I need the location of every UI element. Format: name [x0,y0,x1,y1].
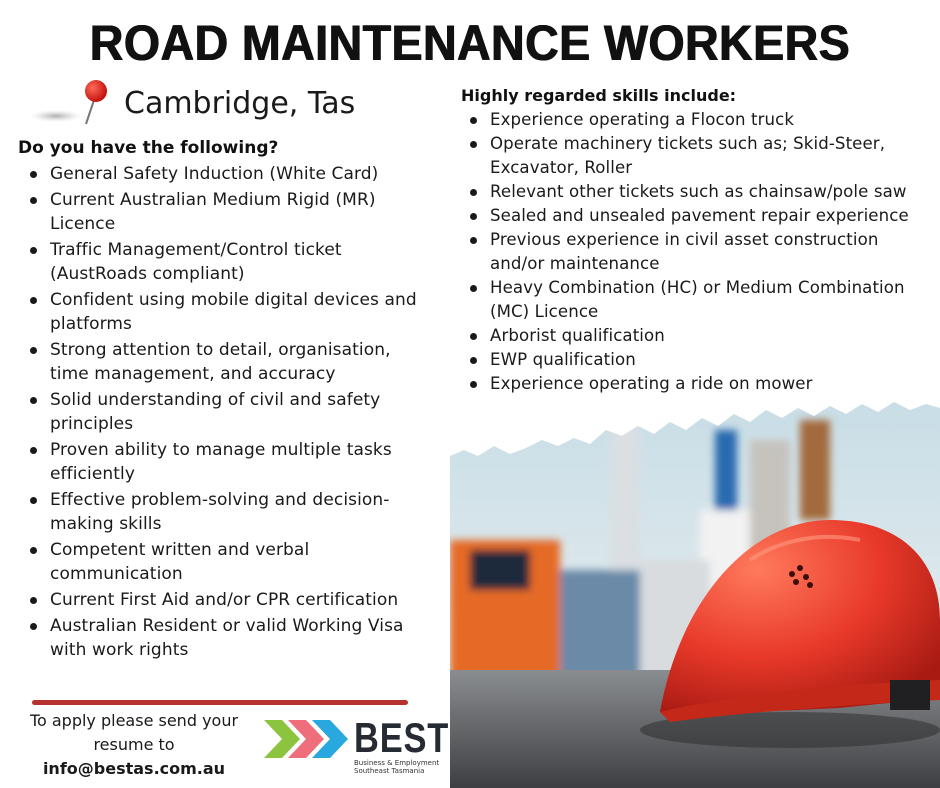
bullet-icon [30,623,37,630]
map-pin-icon [30,78,120,128]
bullet-icon [470,237,477,244]
list-item: Operate machinery tickets such as; Skid-Steer, Excavator, Roller [468,132,928,180]
bullet-icon [30,197,37,204]
list-item: Current Australian Medium Rigid (MR) Licence [28,188,428,236]
list-item: Solid understanding of civil and safety principles [28,388,428,436]
list-item: Previous experience in civil asset construction and/or maintenance [468,228,928,276]
bullet-icon [30,597,37,604]
requirements-list [28,162,428,664]
list-item: Current First Aid and/or CPR certification [28,588,428,612]
page-title: ROAD MAINTENANCE WORKERS [89,15,851,71]
bullet-icon [30,397,37,404]
bullet-icon [470,333,477,340]
bullet-icon [470,357,477,364]
apply-instructions [14,709,254,781]
list-item: Australian Resident or valid Working Visa with work rights [28,614,428,662]
list-item: Sealed and unsealed pavement repair experience [468,204,928,228]
bullet-icon [470,141,477,148]
list-item: Competent written and verbal communication [28,538,428,586]
hard-hat-photo [450,400,940,788]
bullet-icon [30,297,37,304]
bullet-icon [470,213,477,220]
bullet-icon [30,347,37,354]
list-item: Heavy Combination (HC) or Medium Combination (MC) Licence [468,276,928,324]
list-item: Arborist qualification [468,324,928,348]
requirements-heading: Do you have the following? [18,138,279,158]
section-divider [32,700,408,705]
list-item: Confident using mobile digital devices and platforms [28,288,428,336]
list-item: Experience operating a Flocon truck [468,108,928,132]
bullet-icon [30,497,37,504]
list-item: Proven ability to manage multiple tasks efficiently [28,438,428,486]
logo-tagline: Business & Employment Southeast Tasmania [354,759,440,775]
location-label: Cambridge, Tas [124,86,356,121]
contact-email-link[interactable]: info@bestas.com.au [42,759,226,778]
bullet-icon [30,547,37,554]
list-item: Effective problem-solving and decision-making skills [28,488,428,536]
list-item: Relevant other tickets such as chainsaw/pole saw [468,180,928,204]
logo-wordmark: BEST [354,714,450,761]
list-item: EWP qualification [468,348,928,372]
bullet-icon [30,447,37,454]
skills-heading: Highly regarded skills include: [461,86,737,105]
bullet-icon [470,285,477,292]
list-item: Traffic Management/Control ticket (AustRoads compliant) [28,238,428,286]
list-item: General Safety Induction (White Card) [28,162,428,186]
list-item: Experience operating a ride on mower [468,372,928,396]
skills-list [468,108,928,396]
bullet-icon [30,247,37,254]
list-item: Strong attention to detail, organisation, time management, and accuracy [28,338,428,386]
apply-line-2: resume to [93,735,175,754]
bullet-icon [470,189,477,196]
bullet-icon [470,117,477,124]
bullet-icon [470,381,477,388]
bullet-icon [30,171,37,178]
apply-line-1: To apply please send your [29,711,239,730]
